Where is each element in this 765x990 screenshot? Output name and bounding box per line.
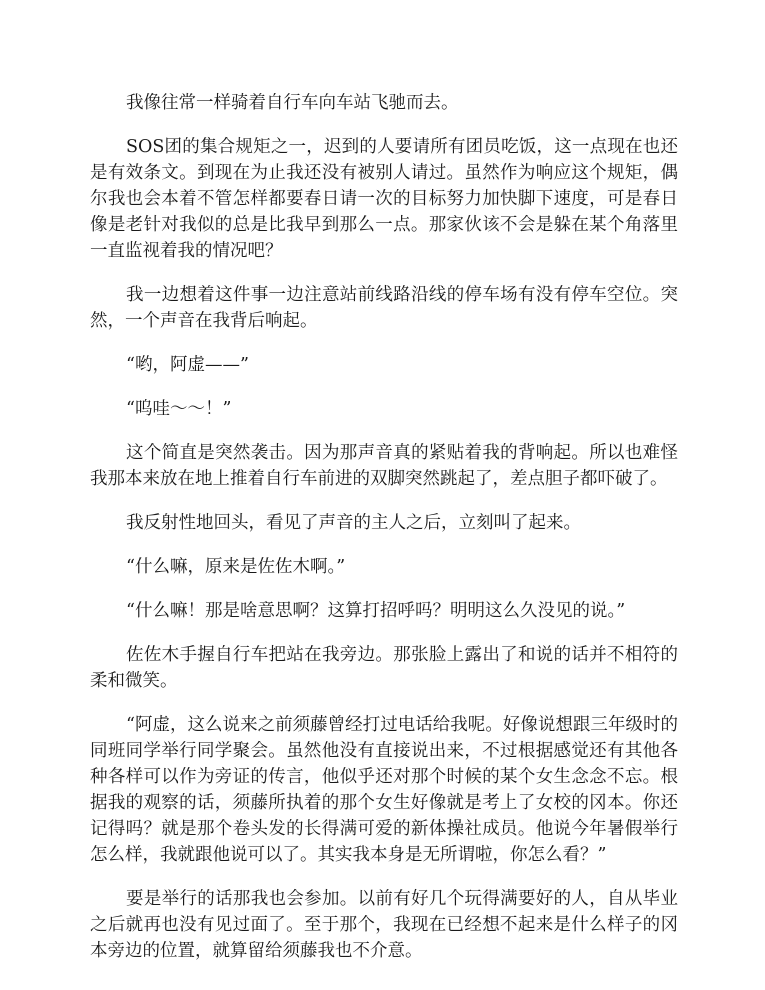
paragraph-9: “什么嘛！那是啥意思啊？这算打招呼吗？明明这么久没见的说。” [126,601,626,621]
paragraph-1: 我像往常一样骑着自行车向车站飞驰而去。 [126,93,459,113]
paragraph-8: “什么嘛，原来是佐佐木啊。” [126,557,346,577]
paragraph-7: 我反射性地回头，看见了声音的主人之后，立刻叫了起来。 [126,513,581,533]
paragraph-11: “阿虚，这么说来之前须藤曾经打过电话给我呢。好像说想跟三年级时的同班同学举行同学聚会。虽然他没有直接说出来，不过根据感觉还有其他各种各样可以作为旁证的传言，他似乎还对那个时候的某个女生念念不忘。根据我的观察的话，须藤所执着的那个女生好像就是考上了女校的冈本。你还记得吗？就是那个卷头发的长得满可爱的新体操社成员。他说今年暑假举行怎么样，我就跟他说可以了。其实我本身是无所谓啦，你怎么看？” [90,715,678,865]
document-body [90,90,678,964]
paragraph-10: 佐佐木手握自行车把站在我旁边。那张脸上露出了和说的话并不相符的柔和微笑。 [90,645,678,691]
paragraph-2: SOS团的集合规矩之一，迟到的人要请所有团员吃饭，这一点现在也还是有效条文。到现在为止我还没有被别人请过。虽然作为响应这个规矩，偶尔我也会本着不管怎样都要春日请一次的目标努力加快脚下速度，可是春日像是老针对我似的总是比我早到那么一点。那家伙该不会是躲在某个角落里一直监视着我的情况吧？ [90,137,678,261]
paragraph-3: 我一边想着这件事一边注意站前线路沿线的停车场有没有停车空位。突然，一个声音在我背后响起。 [90,285,678,331]
paragraph-6: 这个简直是突然袭击。因为那声音真的紧贴着我的背响起。所以也难怪我那本来放在地上推着自行车前进的双脚突然跳起了，差点胆子都吓破了。 [90,443,678,489]
paragraph-12: 要是举行的话那我也会参加。以前有好几个玩得满要好的人，自从毕业之后就再也没有见过面了。至于那个，我现在已经想不起来是什么样子的冈本旁边的位置，就算留给须藤我也不介意。 [90,889,678,961]
paragraph-5: “呜哇～～！” [126,399,232,419]
paragraph-4: “哟，阿虚——” [126,355,249,375]
